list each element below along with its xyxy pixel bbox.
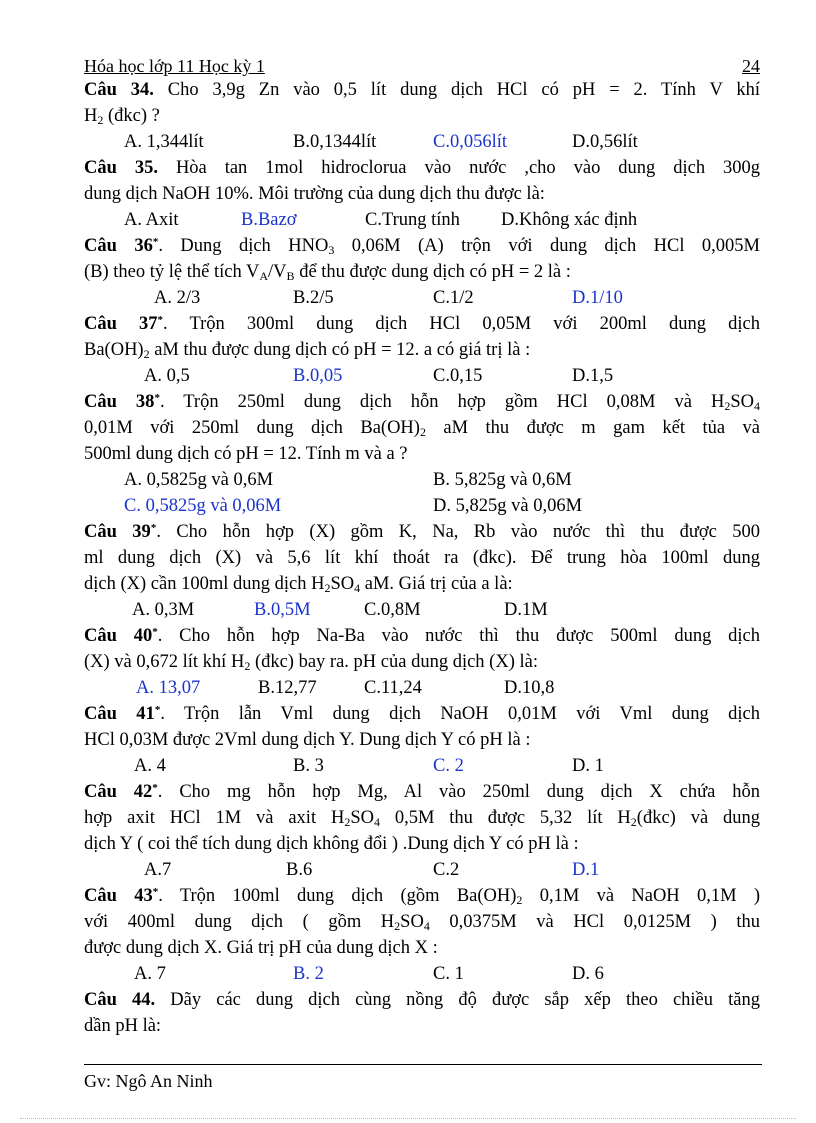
question-text: (X) và 0,672 lít khí H xyxy=(84,652,245,672)
option-b-correct: B. 2 xyxy=(293,964,324,984)
question-number: Câu 34. xyxy=(84,80,154,100)
question-number: Câu 38* xyxy=(84,392,160,412)
footer-divider xyxy=(84,1064,762,1065)
option-b-correct: B.0,05 xyxy=(293,366,343,386)
question-number: Câu 44. xyxy=(84,990,156,1010)
header-title: Hóa học lớp 11 Học kỳ 1 xyxy=(84,56,265,76)
answer-options xyxy=(84,597,760,623)
question-text: . Trộn lẫn Vml dung dịch NaOH 0,01M với Vml dung dịch xyxy=(160,704,761,724)
answer-options xyxy=(84,675,760,701)
option-d: D. 5,825g và 0,06M xyxy=(433,496,583,516)
question-text: . Trộn 300ml dung dịch HCl 0,05M với 200ml dung dịch xyxy=(163,314,760,334)
question-number: Câu 43* xyxy=(84,886,159,906)
option-c: C. 1 xyxy=(433,964,464,984)
question-text: Cho 3,9g Zn vào 0,5 lít dung dịch HCl có pH = 2. Tính V khí xyxy=(167,80,761,100)
option-c: C.0,15 xyxy=(433,366,483,386)
footer-author: Gv: Ngô An Ninh xyxy=(84,1071,213,1091)
question-text: . Trộn 250ml dung dịch hỗn hợp gồm HCl 0,08M và H xyxy=(159,392,725,412)
question-text: ml dung dịch (X) và 5,6 lít khí thoát ra (đkc). Để trung hòa 100ml dung xyxy=(84,548,760,568)
question-number: Câu 42* xyxy=(84,782,158,802)
question-text: 500ml dung dịch có pH = 12. Tính m và a ? xyxy=(84,444,408,464)
question-text: dung dịch NaOH 10%. Môi trường của dung dịch thu được là: xyxy=(84,184,545,204)
question-43: Câu 43*. Trộn 100ml dung dịch (gồm $Ba(OH)_2$ 0,1M và NaOH 0,1M ) với 400ml dung dịch ( gồm $H_2SO_4$ 0,0375M và HCl 0,0125M ) thu được dung dịch X. Giá trị pH của dung dịch X : A. 7 B. 2 C. 1 D. 6 xyxy=(84,883,760,987)
option-a: A. 0,3M xyxy=(132,600,195,620)
question-number: Câu 35. xyxy=(84,158,158,178)
option-a: A. Axit xyxy=(124,210,179,230)
question-text: dịch (X) cần 100ml dung dịch H xyxy=(84,574,325,594)
page-number: 24 xyxy=(742,56,760,76)
option-d: D. 6 xyxy=(572,964,604,984)
question-number: Câu 39* xyxy=(84,522,157,542)
worksheet-page xyxy=(84,55,760,1039)
question-35 xyxy=(84,155,760,233)
answer-options xyxy=(84,753,760,779)
page-break-line xyxy=(20,1118,796,1119)
question-text: . Cho hỗn hợp Na-Ba vào nước thì thu được 500ml dung dịch xyxy=(157,626,760,646)
question-text: . Dung dịch HNO xyxy=(158,236,329,256)
answer-options xyxy=(84,129,760,155)
question-text: được dung dịch X. Giá trị pH của dung dịch X : xyxy=(84,938,438,958)
option-c-correct: C. 0,5825g và 0,06M xyxy=(124,496,282,516)
option-b: B.2/5 xyxy=(293,288,334,308)
option-d: D.1,5 xyxy=(572,366,614,386)
question-text: Dãy các dung dịch cùng nồng độ được sắp xếp theo chiều tăng xyxy=(155,990,760,1010)
question-text: . Cho mg hỗn hợp Mg, Al vào 250ml dung dịch X chứa hỗn xyxy=(157,782,760,802)
option-d: D.10,8 xyxy=(504,678,555,698)
option-a: A. 0,5825g và 0,6M xyxy=(124,470,274,490)
option-c-correct: C.0,056lít xyxy=(433,132,508,152)
answer-options xyxy=(84,467,760,493)
question-text: H xyxy=(84,106,98,126)
option-c: C.0,8M xyxy=(364,600,421,620)
option-a-correct: A. 13,07 xyxy=(136,678,201,698)
question-39: Câu 39*. Cho hỗn hợp (X) gồm K, Na, Rb vào nước thì thu được 500 ml dung dịch (X) và 5,6 lít khí thoát ra (đkc). Để trung hòa 100ml dung dịch (X) cần 100ml dung dịch $H_2SO_4$ aM. Giá trị của a là: A. 0,3M B.0,5M C.0,8M D.1M xyxy=(84,519,760,623)
option-b-correct: B.0,5M xyxy=(254,600,311,620)
question-text: dần pH là: xyxy=(84,1016,162,1036)
option-d: D.0,56lít xyxy=(572,132,638,152)
option-c-correct: C. 2 xyxy=(433,756,464,776)
question-38: Câu 38*. Trộn 250ml dung dịch hỗn hợp gồm HCl 0,08M và $H_2SO_4$ 0,01M với 250ml dung dịch $Ba(OH)_2$ aM thu được m gam kết tủa và 500ml dung dịch có pH = 12. Tính m và a ? A. 0,5825g và 0,6M B. 5,825g và 0,6M C. 0,5825g và 0,06M D. 5,825g và 0,06M xyxy=(84,389,760,519)
question-34 xyxy=(84,77,760,155)
question-37: Câu 37*. Trộn 300ml dung dịch HCl 0,05M với 200ml dung dịch $Ba(OH)_2$ aM thu được dung dịch có pH = 12. a có giá trị là : A. 0,5 B.0,05 C.0,15 D.1,5 xyxy=(84,311,760,389)
question-text: (B) theo tỷ lệ thể tích V xyxy=(84,262,260,282)
option-b: B. 5,825g và 0,6M xyxy=(433,470,572,490)
option-a: A. 2/3 xyxy=(154,288,201,308)
question-text: . Cho hỗn hợp (X) gồm K, Na, Rb vào nước thì thu được 500 xyxy=(156,522,760,542)
question-41 xyxy=(84,701,760,779)
answer-options xyxy=(84,493,760,519)
answer-options xyxy=(84,363,760,389)
option-d: D.1M xyxy=(504,600,548,620)
answer-options xyxy=(84,857,760,883)
question-42: Câu 42*. Cho mg hỗn hợp Mg, Al vào 250ml dung dịch X chứa hỗn hợp axit HCl 1M và axit $H_2SO_4$ 0,5M thu được 5,32 lít $H_2(đkc)$ và dung dịch Y ( coi thể tích dung dịch không đổi ) .Dung dịch Y có pH là : A.7 B.6 C.2 D.1 xyxy=(84,779,760,883)
option-a: A. 1,344lít xyxy=(124,132,204,152)
option-b: B.0,1344lít xyxy=(293,132,377,152)
question-text: hợp axit HCl 1M và axit H xyxy=(84,808,345,828)
question-text: Ba(OH) xyxy=(84,340,144,360)
question-text: 0,01M với 250ml dung dịch Ba(OH) xyxy=(84,418,420,438)
page-header xyxy=(84,55,760,77)
question-36: Câu 36*. Dung dịch $HNO_3$ 0,06M (A) trộn với dung dịch HCl 0,005M (B) theo tỷ lệ thể tích $V_A/V_B$ để thu được dung dịch có pH = 2 là : A. 2/3 B.2/5 C.1/2 D.1/10 xyxy=(84,233,760,311)
option-c: C.1/2 xyxy=(433,288,474,308)
option-a: A. 7 xyxy=(134,964,166,984)
option-b: B.12,77 xyxy=(258,678,317,698)
question-number: Câu 36* xyxy=(84,236,159,256)
question-40: Câu 40*. Cho hỗn hợp Na-Ba vào nước thì thu được 500ml dung dịch (X) và 0,672 lít khí $H_2$ (đkc) bay ra. pH của dung dịch (X) là: A. 13,07 B.12,77 C.11,24 D.10,8 xyxy=(84,623,760,701)
question-number: Câu 41* xyxy=(84,704,161,724)
question-44 xyxy=(84,987,760,1039)
question-number: Câu 40* xyxy=(84,626,158,646)
option-a: A.7 xyxy=(144,860,172,880)
answer-options xyxy=(84,285,760,311)
question-text: HCl 0,03M được 2Vml dung dịch Y. Dung dịch Y có pH là : xyxy=(84,730,531,750)
question-text: (đkc) ? xyxy=(103,106,160,126)
option-a: A. 4 xyxy=(134,756,166,776)
option-b: B.6 xyxy=(286,860,313,880)
answer-options xyxy=(84,207,760,233)
option-b: B. 3 xyxy=(293,756,324,776)
question-number: Câu 37* xyxy=(84,314,164,334)
option-c: C.2 xyxy=(433,860,460,880)
option-c: C.Trung tính xyxy=(365,210,460,230)
question-text: với 400ml dung dịch ( gồm H xyxy=(84,912,395,932)
question-text: . Trộn 100ml dung dịch (gồm Ba(OH) xyxy=(158,886,517,906)
question-text: Hòa tan 1mol hidroclorua vào nước ,cho vào dung dịch 300g xyxy=(175,158,761,178)
option-d-correct: D.1/10 xyxy=(572,288,623,308)
subscript: 2 xyxy=(97,113,104,127)
option-d: D.Không xác định xyxy=(501,210,638,230)
option-d: D. 1 xyxy=(572,756,604,776)
question-text: dịch Y ( coi thể tích dung dịch không đổi ) .Dung dịch Y có pH là : xyxy=(84,834,579,854)
option-c: C.11,24 xyxy=(364,678,422,698)
answer-options xyxy=(84,961,760,987)
option-b-correct: B.Bazơ xyxy=(241,210,297,230)
option-a: A. 0,5 xyxy=(144,366,190,386)
option-d-correct: D.1 xyxy=(572,860,600,880)
